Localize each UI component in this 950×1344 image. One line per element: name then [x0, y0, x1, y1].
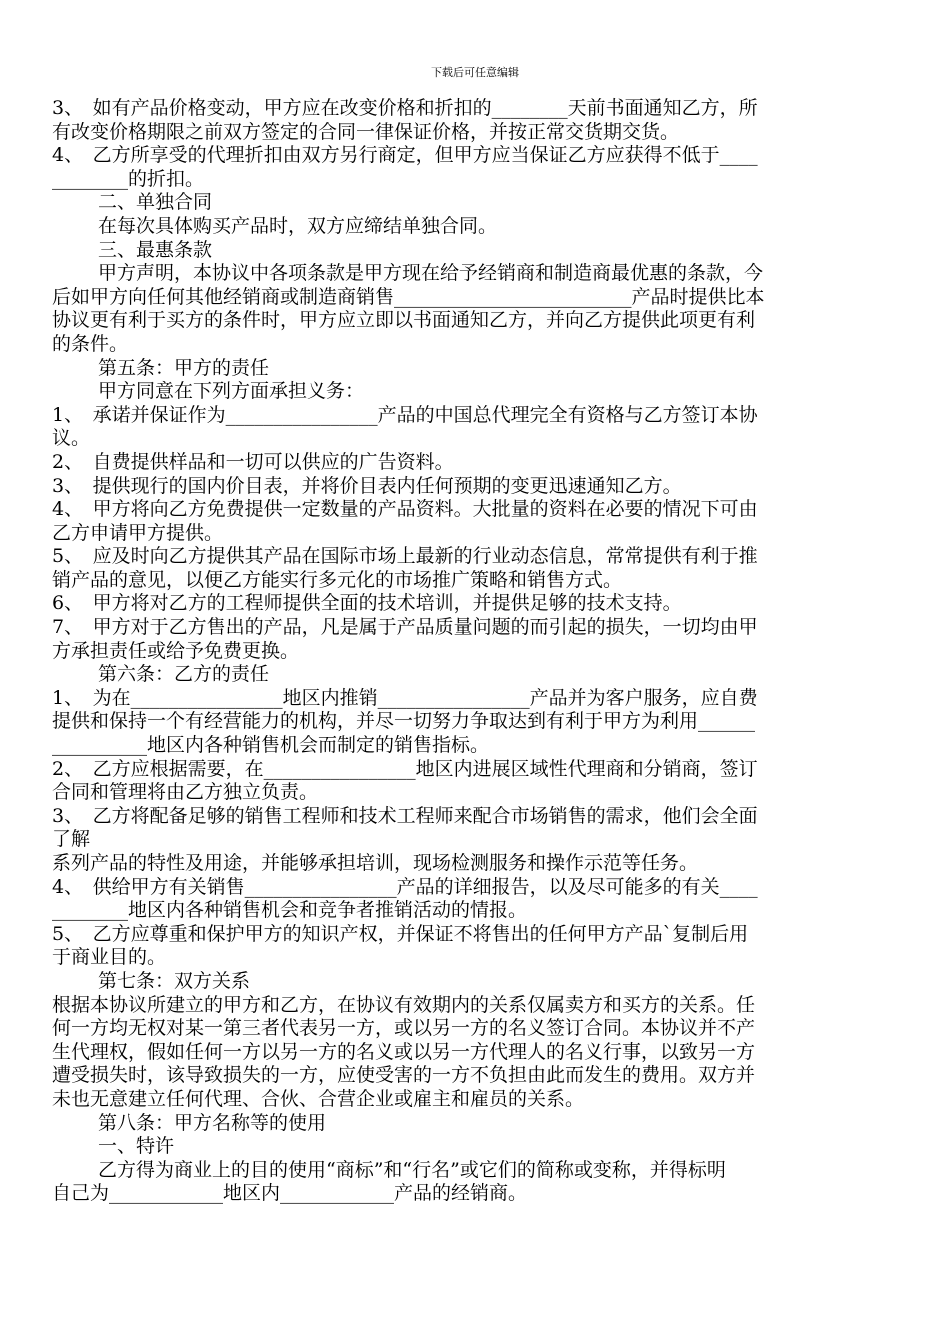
text-line: ________地区内各种销售机会和竞争者推销活动的情报。 — [52, 899, 528, 922]
text-line: 何一方均无权对某一第三者代表另一方，或以另一方的名义签订合同。本协议并不产 — [52, 1017, 756, 1040]
text-line: 有改变价格期限之前双方签定的合同一律保证价格，并按正常交货期交货。 — [52, 120, 680, 143]
text-line: 了解 — [52, 828, 91, 851]
text-line: 后如甲方向任何其他经销商或制造商销售_________________________产品时提供比本 — [52, 285, 765, 308]
article-heading: 第八条：甲方名称等的使用 — [98, 1111, 327, 1134]
text-line: ________的折扣。 — [52, 167, 205, 190]
text-line: 在每次具体购买产品时，双方应缔结单独合同。 — [98, 214, 498, 237]
text-line: 乙方得为商业上的目的使用“商标”和“行名”或它们的简称或变称，并得标明 — [98, 1158, 726, 1181]
text-line: 4、 供给甲方有关销售________________产品的详细报告，以及尽可能多的有关____ — [52, 875, 758, 898]
text-line: 4、 甲方将向乙方免费提供一定数量的产品资料。大批量的资料在必要的情况下可由 — [52, 498, 758, 521]
text-line: 遭受损失时，该导致损失的一方，应使受害的一方不负担由此而发生的费用。双方并 — [52, 1064, 756, 1087]
text-line: 5、 乙方应尊重和保护甲方的知识产权，并保证不将售出的任何甲方产品`复制后用 — [52, 922, 749, 945]
text-line: 方承担责任或给予免费更换。 — [52, 639, 300, 662]
article-heading: 第七条：双方关系 — [98, 969, 251, 992]
text-line: 3、 乙方将配备足够的销售工程师和技术工程师来配合市场销售的需求，他们会全面 — [52, 804, 758, 827]
text-line: 5、 应及时向乙方提供其产品在国际市场上最新的行业动态信息，常常提供有利于推 — [52, 545, 758, 568]
contract-body — [52, 97, 898, 1206]
text-line: 自己为____________地区内____________产品的经销商。 — [52, 1182, 528, 1205]
section-heading: 二、单独合同 — [98, 191, 213, 214]
text-line: 甲方声明，本协议中各项条款是甲方现在给予经销商和制造商最优惠的条款，今 — [98, 262, 764, 285]
text-line: __________地区内各种销售机会而制定的销售指标。 — [52, 734, 490, 757]
text-line: 甲方同意在下列方面承担义务： — [98, 380, 365, 403]
text-line: 6、 甲方将对乙方的工程师提供全面的技术培训，并提供足够的技术支持。 — [52, 592, 682, 615]
text-line: 的条件。 — [52, 332, 129, 355]
text-line: 系列产品的特性及用途，并能够承担培训，现场检测服务和操作示范等任务。 — [52, 852, 699, 874]
text-line: 7、 甲方对于乙方售出的产品，凡是属于产品质量问题的而引起的损失，一切均由甲 — [52, 616, 758, 639]
page-header-note: 下载后可任意编辑 — [431, 66, 519, 79]
text-line: 4、 乙方所享受的代理折扣由双方另行商定，但甲方应当保证乙方应获得不低于____ — [52, 144, 758, 167]
article-heading: 第六条：乙方的责任 — [98, 663, 270, 686]
text-line: 2、 自费提供样品和一切可以供应的广告资料。 — [52, 450, 454, 473]
text-line: 根据本协议所建立的甲方和乙方，在协议有效期内的关系仅属卖方和买方的关系。任 — [52, 993, 756, 1016]
text-line: 提供和保持一个有经营能力的机构，并尽一切努力争取达到有利于甲方为利用______ — [52, 710, 756, 733]
text-line: 乙方申请甲方提供。 — [52, 521, 224, 544]
section-heading: 三、最惠条款 — [98, 238, 213, 261]
text-line: 协议更有利于买方的条件时，甲方应立即以书面通知乙方，并向乙方提供此项更有利 — [52, 309, 756, 332]
text-line: 未也无意建立任何代理、合伙、合营企业或雇主和雇员的关系。 — [52, 1087, 585, 1110]
text-line: 议。 — [52, 427, 91, 450]
text-line: 1、 为在________________地区内推销________________产品并为客户服务，应自费 — [52, 686, 758, 709]
section-heading: 一、特许 — [98, 1135, 175, 1158]
article-heading: 第五条：甲方的责任 — [98, 356, 270, 379]
text-line: 生代理权，假如任何一方以另一方的名义或以另一方代理人的名义行事，以致另一方 — [52, 1040, 756, 1063]
text-line: 合同和管理将由乙方独立负责。 — [52, 781, 319, 804]
text-line: 1、 承诺并保证作为________________产品的中国总代理完全有资格与乙方签订本协 — [52, 403, 758, 426]
text-line: 3、 提供现行的国内价目表，并将价目表内任何预期的变更迅速通知乙方。 — [52, 474, 682, 497]
text-line: 3、 如有产品价格变动，甲方应在改变价格和折扣的________天前书面通知乙方，所 — [52, 97, 758, 119]
text-line: 于商业目的。 — [52, 946, 167, 969]
text-line: 销产品的意见，以便乙方能实行多元化的市场推广策略和销售方式。 — [52, 568, 623, 591]
text-line: 2、 乙方应根据需要，在________________地区内进展区域性代理商和分销商，签订 — [52, 757, 758, 780]
